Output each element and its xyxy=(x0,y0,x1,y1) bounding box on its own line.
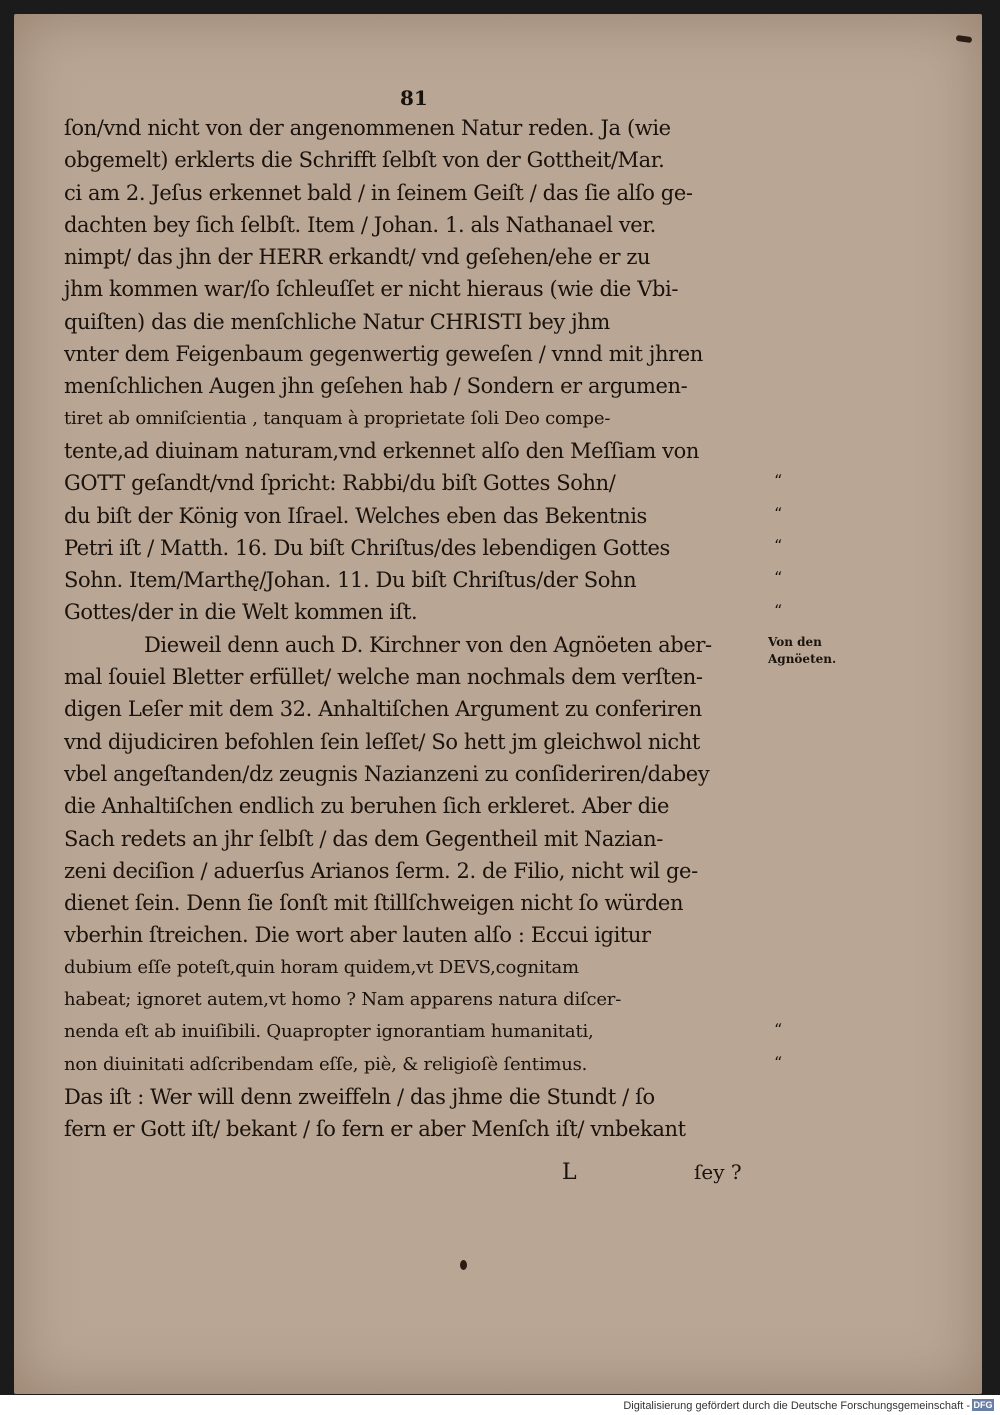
text-line: vnd dijudiciren befohlen ſein leſſet/ So hett jm gleichwol nicht xyxy=(64,729,700,754)
marginal-note xyxy=(768,634,878,668)
text-line: ſon/vnd nicht von der angenommenen Natur reden. Ja (wie xyxy=(64,116,671,140)
text-line: dienet ſein. Denn ſie ſonſt mit ſtillſchweigen nicht ſo würden xyxy=(64,891,684,916)
quotation-mark: “ xyxy=(774,471,783,491)
text-line: nenda eſt ab inuiſibili. Quapropter ignorantiam humanitati, xyxy=(64,1021,594,1043)
quotation-mark: “ xyxy=(774,503,783,523)
footer-credit: Digitalisierung gefördert durch die Deutsche Forschungsgemeinschaft - xyxy=(623,1400,970,1412)
body-text xyxy=(64,112,764,1146)
quotation-mark: “ xyxy=(774,600,783,620)
text-line: Sach redets an jhr ſelbſt / das dem Gegentheil mit Nazian- xyxy=(64,826,663,851)
quotation-mark: “ xyxy=(774,535,783,555)
text-line: die Anhaltiſchen endlich zu beruhen ſich erkleret. Aber die xyxy=(64,794,669,819)
text-line: Das iſt : Wer will denn zweiffeln / das jhme die Stundt / ſo xyxy=(64,1084,655,1109)
text-line: dubium eſſe poteſt,quin horam quidem,vt DEVS,cognitam xyxy=(64,956,579,978)
text-line: Dieweil denn auch D. Kirchner von den Agnöeten aber- xyxy=(144,632,712,657)
signature-mark: L xyxy=(562,1160,577,1185)
text-line: zeni deciſion / aduerſus Arianos ſerm. 2. de Filio, nicht wil ge- xyxy=(64,858,698,883)
text-line: jhm kommen war/ſo ſchleuſſet er nicht hieraus (wie die Vbi- xyxy=(64,277,679,302)
text-line: vnter dem Feigenbaum gegenwertig geweſen / vnnd mit jhren xyxy=(64,342,703,367)
text-line: Gottes/der in die Welt kommen iſt. xyxy=(64,600,418,625)
text-line: ci am 2. Jeſus erkennet bald / in ſeinem Geiſt / das ſie alſo ge- xyxy=(64,180,693,205)
text-line: digen Leſer mit dem 32. Anhaltiſchen Argument zu conferiren xyxy=(64,697,702,722)
text-line: nimpt/ das jhn der HERR erkandt/ vnd geſehen/ehe er zu xyxy=(64,245,651,270)
text-line: Sohn. Item/Marthę/Johan. 11. Du biſt Chriſtus/der Sohn xyxy=(64,568,637,593)
text-line: quiſten) das die menſchliche Natur CHRISTI bey jhm xyxy=(64,309,610,334)
catchword: ſey ? xyxy=(694,1160,742,1184)
quotation-mark: “ xyxy=(774,1020,783,1040)
quotation-mark: “ xyxy=(774,568,783,588)
text-line: obgemelt) erklerts die Schrifft ſelbſt von der Gottheit/Mar. xyxy=(64,148,665,173)
text-line: habeat; ignoret autem,vt homo ? Nam apparens natura diſcer- xyxy=(64,989,622,1011)
text-line: mal ſouiel Bletter erfüllet/ welche man nochmals dem verſten- xyxy=(64,665,703,690)
text-line: dachten bey ſich ſelbſt. Item / Johan. 1. als Nathanael ver. xyxy=(64,212,656,237)
text-line: GOTT geſandt/vnd ſpricht: Rabbi/du biſt Gottes Sohn/ xyxy=(64,471,616,496)
text-line: tente,ad diuinam naturam,vnd erkennet alſo den Meſſiam von xyxy=(64,438,700,463)
text-line: du biſt der König von Iſrael. Welches eben das Bekentnis xyxy=(64,503,647,528)
quotation-mark: “ xyxy=(774,1052,783,1072)
text-line: tiret ab omniſcientia , tanquam à proprietate ſoli Deo compe- xyxy=(64,407,611,429)
marginal-note-line: Agnöeten. xyxy=(768,652,837,666)
text-line: menſchlichen Augen jhn geſehen hab / Sondern er argumen- xyxy=(64,374,688,399)
ink-dot xyxy=(460,1260,467,1270)
text-line: non diuinitati adſcribendam eſſe, piè, & religioſè ſentimus. xyxy=(64,1053,588,1075)
text-line: vbel angeſtanden/dz zeugnis Nazianzeni zu conſideriren/dabey xyxy=(64,761,710,786)
text-line: Petri iſt / Matth. 16. Du biſt Chriſtus/des lebendigen Gottes xyxy=(64,535,670,560)
marginal-note-line: Von den xyxy=(768,635,822,649)
text-line: fern er Gott iſt/ bekant / ſo fern er aber Menſch iſt/ vnbekant xyxy=(64,1117,686,1142)
dfg-logo: DFG xyxy=(973,1400,993,1410)
page-number: 81 xyxy=(400,86,428,110)
text-line: vberhin ſtreichen. Die wort aber lauten alſo : Eccui igitur xyxy=(64,923,651,948)
